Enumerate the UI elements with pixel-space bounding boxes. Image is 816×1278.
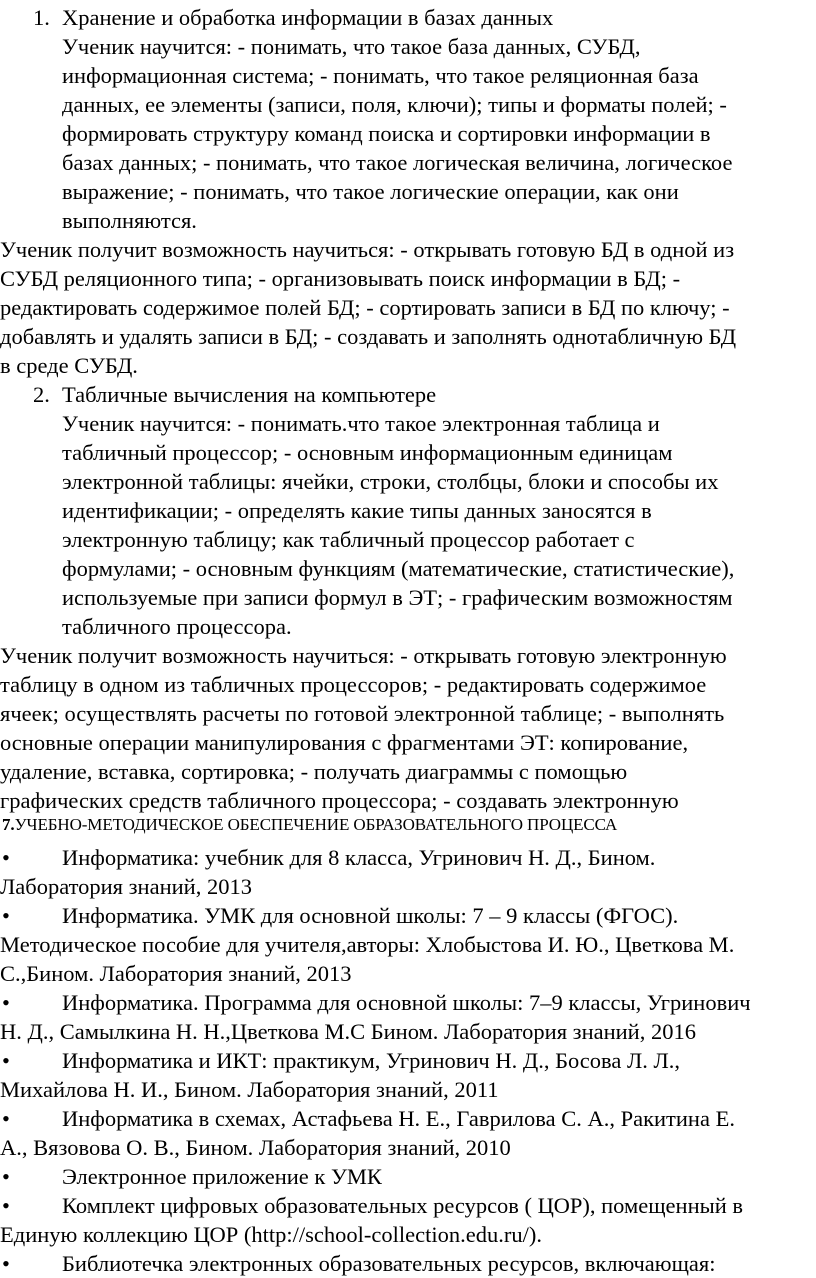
section-2-learns-line: электронную таблицу; как табличный процессор работает с — [62, 527, 635, 552]
resource-text-continued: Н. Д., Самылкина Н. Н.,Цветкова М.С Бином. Лаборатория знаний, 2016 — [0, 1019, 696, 1044]
resource-text-continued: А., Вязовова О. В., Бином. Лаборатория знаний, 2010 — [0, 1135, 511, 1160]
resource-text: Комплект цифровых образовательных ресурсов ( ЦОР), помещенный в — [62, 1193, 744, 1218]
section-2-learns-line: идентификации; - определять какие типы данных заносятся в — [62, 498, 652, 523]
section-1-learns-line: базах данных; - понимать, что такое логическая величина, логическое — [62, 150, 733, 175]
bullet-icon: • — [2, 1164, 10, 1189]
section-1-title-line — [0, 3, 816, 32]
section-2-opportunity-line: таблицу в одном из табличных процессоров; - редактировать содержимое — [0, 672, 707, 697]
resource-link-text: Единую коллекцию ЦОР (http://school-collection.edu.ru/). — [0, 1222, 542, 1247]
resource-list-item — [0, 901, 816, 930]
resource-list-item — [0, 843, 816, 872]
section-2-opportunity-line: основные операции манипулирования с фрагментами ЭТ: копирование, — [0, 730, 689, 755]
resource-list-item — [0, 1104, 816, 1133]
section-1-opportunity-line: СУБД реляционного типа; - организовывать поиск информации в БД; - — [0, 266, 681, 291]
bullet-icon: • — [2, 903, 10, 928]
section-1-number: 1. — [33, 5, 50, 30]
resource-text-continued — [0, 1220, 816, 1249]
section-1-learns-line: выполняются. — [62, 208, 197, 233]
section-1-learns-line: формировать структуру команд поиска и сортировки информации в — [62, 121, 711, 146]
bullet-icon: • — [2, 1106, 10, 1131]
section-7-number: 7. — [2, 815, 15, 834]
section-1-learns-line: данных, ее элементы (записи, поля, ключи); типы и форматы полей; - — [62, 92, 727, 117]
resource-text: Информатика. Программа для основной школы: 7–9 классы, Угринович — [62, 990, 751, 1015]
section-1-learns-line: информационная система; - понимать, что такое реляционная база — [62, 63, 699, 88]
section-2-number: 2. — [33, 382, 50, 407]
resource-text: Электронное приложение к УМК — [62, 1164, 382, 1189]
section-2-learns-line: табличный процессор; - основным информационным единицам — [62, 440, 673, 465]
section-1-opportunity-line: добавлять и удалять записи в БД; - создавать и заполнять однотабличную БД — [0, 324, 737, 349]
section-7-title: УЧЕБНО-МЕТОДИЧЕСКОЕ ОБЕСПЕЧЕНИЕ ОБРАЗОВАТЕЛЬНОГО ПРОЦЕССА — [14, 815, 618, 834]
resource-text: Информатика. УМК для основной школы: 7 – 9 классы (ФГОС). — [62, 903, 679, 928]
bullet-icon: • — [2, 1193, 10, 1218]
section-2-learns-line: электронной таблицы: ячейки, строки, столбцы, блоки и способы их — [62, 469, 719, 494]
bullet-icon: • — [2, 990, 10, 1015]
bullet-icon: • — [2, 1251, 10, 1276]
resource-list-item — [0, 988, 816, 1017]
section-1-opportunity-line: Ученик получит возможность научиться: - открывать готовую БД в одной из — [0, 237, 735, 262]
section-2-title-line — [0, 380, 816, 409]
resource-list-item — [0, 1162, 816, 1191]
section-2-learns-line: табличного процессора. — [62, 614, 292, 639]
section-1-learns-line: Ученик научится: - понимать, что такое база данных, СУБД, — [62, 34, 641, 59]
section-2-opportunity-line: ячеек; осуществлять расчеты по готовой электронной таблице; - выполнять — [0, 701, 725, 726]
section-2-opportunity-line: удаление, вставка, сортировка; - получать диаграммы с помощью — [0, 759, 628, 784]
section-2-learns-line: используемые при записи формул в ЭТ; - графическим возможностям — [62, 585, 733, 610]
bullet-icon: • — [2, 845, 10, 870]
resource-text: Информатика: учебник для 8 класса, Угринович Н. Д., Бином. — [62, 845, 656, 870]
section-2-learns-line: формулами; - основным функциям (математические, статистические), — [62, 556, 735, 581]
resource-text-continued: Лаборатория знаний, 2013 — [0, 874, 252, 899]
resource-text: Информатика и ИКТ: практикум, Угринович Н. Д., Босова Л. Л., — [62, 1048, 680, 1073]
section-2-title: Табличные вычисления на компьютере — [62, 382, 437, 407]
spacer — [0, 786, 816, 815]
section-1-learns-line: выражение; - понимать, что такое логические операции, как они — [62, 179, 679, 204]
resource-text: Библиотечка электронных образовательных ресурсов, включающая: — [62, 1251, 716, 1276]
section-1-opportunity-line: в среде СУБД. — [0, 353, 138, 378]
section-2-learns-line: Ученик научится: - понимать.что такое электронная таблица и — [62, 411, 660, 436]
resource-text-continued: С.,Бином. Лаборатория знаний, 2013 — [0, 961, 352, 986]
section-2-opportunity-line: Ученик получит возможность научиться: - открывать готовую электронную — [0, 643, 727, 668]
section-1-opportunity-line: редактировать содержимое полей БД; - сортировать записи в БД по ключу; - — [0, 295, 730, 320]
resource-list-item — [0, 1046, 816, 1075]
section-2-opportunity-line: графических средств табличного процессора; - создавать электронную — [0, 788, 679, 813]
bullet-icon: • — [2, 1048, 10, 1073]
resource-list-item — [0, 1191, 816, 1220]
section-7-heading — [2, 814, 617, 836]
resource-text: Информатика в схемах, Астафьева Н. Е., Гаврилова С. А., Ракитина Е. — [62, 1106, 735, 1131]
section-1-title: Хранение и обработка информации в базах данных — [62, 5, 554, 30]
resource-list-item — [0, 1249, 816, 1278]
resource-text-continued: Михайлова Н. И., Бином. Лаборатория знаний, 2011 — [0, 1077, 499, 1102]
resource-text-continued: Методическое пособие для учителя,авторы: Хлобыстова И. Ю., Цветкова М. — [0, 932, 735, 957]
